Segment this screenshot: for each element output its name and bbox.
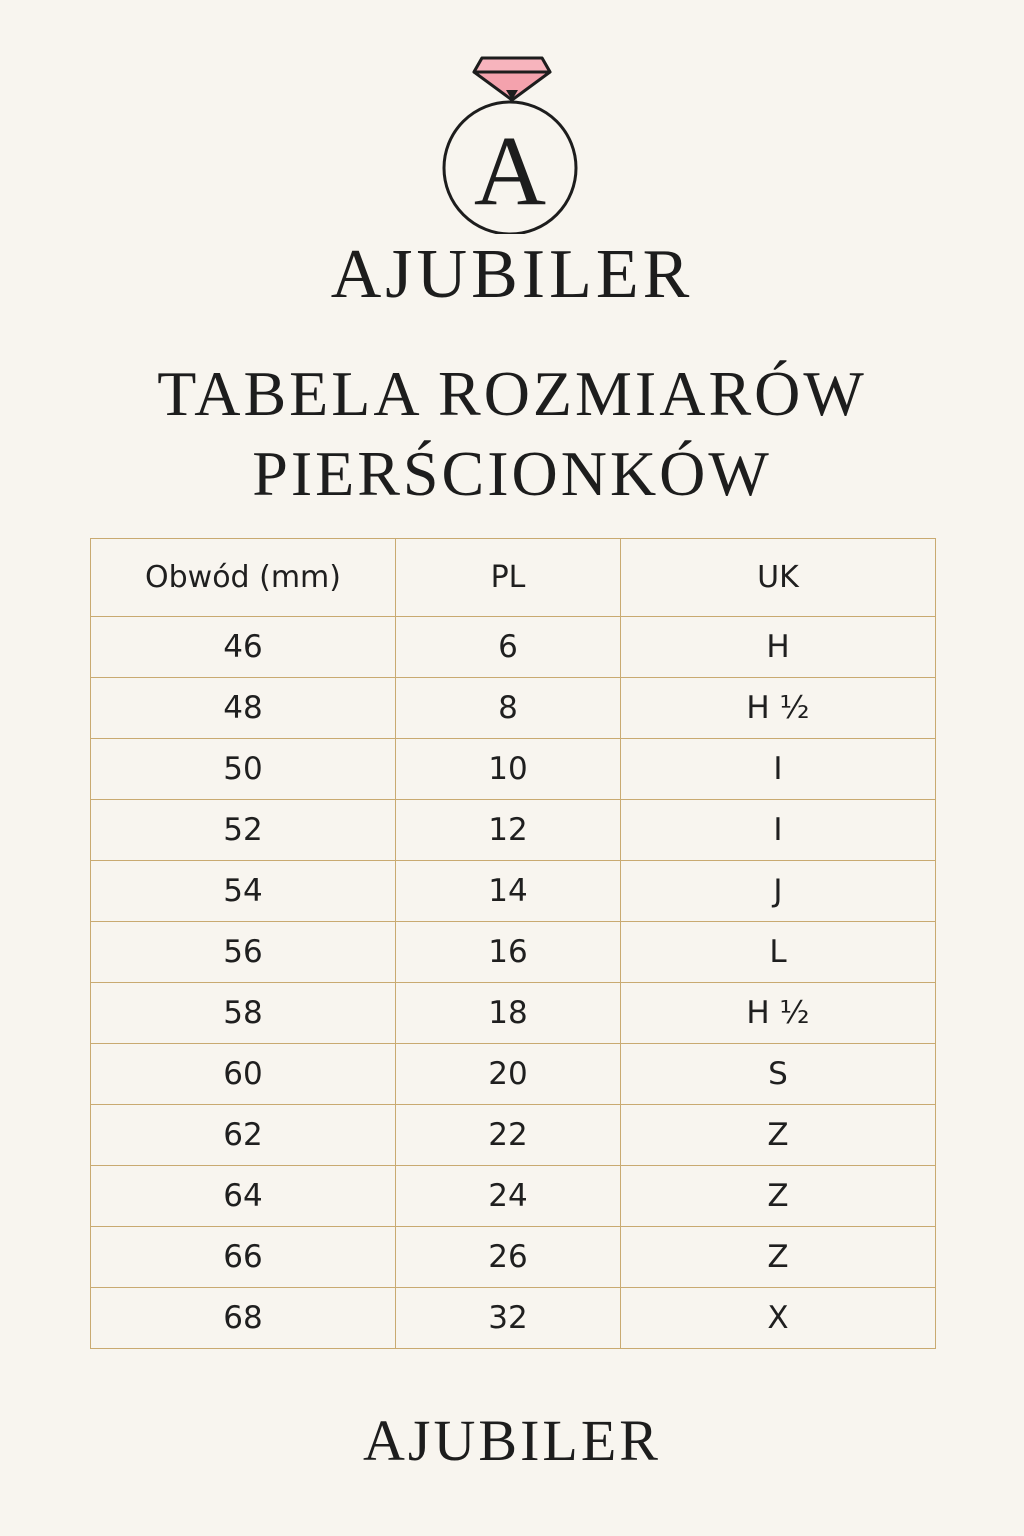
size-table [90, 538, 936, 1349]
cell-uk: L [621, 922, 936, 983]
cell-pl: 12 [396, 800, 621, 861]
cell-uk: H ½ [621, 983, 936, 1044]
table-row [91, 739, 936, 800]
table-row [91, 1227, 936, 1288]
cell-pl: 24 [396, 1166, 621, 1227]
table-row [91, 1288, 936, 1349]
page-title [0, 354, 1024, 514]
cell-pl: 32 [396, 1288, 621, 1349]
cell-circumference: 46 [91, 617, 396, 678]
cell-pl: 22 [396, 1105, 621, 1166]
cell-pl: 6 [396, 617, 621, 678]
logo-letter: A [473, 115, 547, 226]
table-row [91, 1105, 936, 1166]
cell-circumference: 48 [91, 678, 396, 739]
cell-uk: S [621, 1044, 936, 1105]
cell-circumference: 64 [91, 1166, 396, 1227]
cell-circumference: 58 [91, 983, 396, 1044]
cell-uk: I [621, 739, 936, 800]
cell-uk: Z [621, 1105, 936, 1166]
table-row [91, 800, 936, 861]
cell-pl: 18 [396, 983, 621, 1044]
table-row [91, 1166, 936, 1227]
table-row [91, 678, 936, 739]
cell-circumference: 52 [91, 800, 396, 861]
footer-brand: AJUBILER [363, 1408, 661, 1473]
cell-pl: 26 [396, 1227, 621, 1288]
header-circumference: Obwód (mm) [91, 539, 396, 617]
cell-circumference: 54 [91, 861, 396, 922]
cell-uk: H [621, 617, 936, 678]
cell-pl: 14 [396, 861, 621, 922]
cell-uk: Z [621, 1166, 936, 1227]
cell-circumference: 66 [91, 1227, 396, 1288]
title-line-2: PIERŚCIONKÓW [252, 438, 772, 509]
cell-uk: J [621, 861, 936, 922]
cell-circumference: 60 [91, 1044, 396, 1105]
table-row [91, 983, 936, 1044]
ring-logo-icon [432, 44, 592, 234]
cell-uk: Z [621, 1227, 936, 1288]
cell-pl: 20 [396, 1044, 621, 1105]
table-row [91, 617, 936, 678]
table-row [91, 922, 936, 983]
table-row [91, 1044, 936, 1105]
header-pl: PL [396, 539, 621, 617]
title-line-1: TABELA ROZMIARÓW [157, 358, 867, 429]
cell-circumference: 50 [91, 739, 396, 800]
cell-uk: X [621, 1288, 936, 1349]
brand-name: AJUBILER [330, 236, 694, 313]
cell-circumference: 68 [91, 1288, 396, 1349]
header-uk: UK [621, 539, 936, 617]
cell-pl: 10 [396, 739, 621, 800]
cell-circumference: 56 [91, 922, 396, 983]
cell-uk: H ½ [621, 678, 936, 739]
cell-circumference: 62 [91, 1105, 396, 1166]
cell-pl: 16 [396, 922, 621, 983]
table-header-row [91, 539, 936, 617]
cell-uk: I [621, 800, 936, 861]
cell-pl: 8 [396, 678, 621, 739]
table-row [91, 861, 936, 922]
